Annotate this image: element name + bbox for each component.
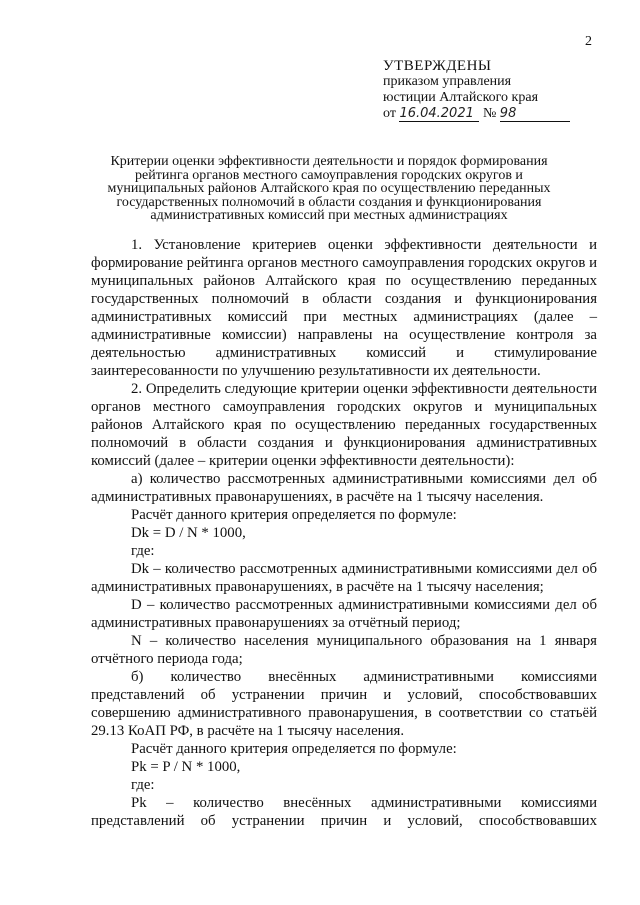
paragraph-1: 1. Установление критериев оценки эффективности деятельности и формирование рейтинга органов местного самоуправления городских округов и муниципальных районов Алтайского края по осуществлению переданных государственных полномочий в области создания и функционирования административных комиссий при местных администрациях (далее – административные комиссии) направлены на осуществление контроля за деятельностью административных комиссий и стимулирование заинтересованности по улучшению результативности их деятельности. [91, 237, 597, 379]
formula-pk: Pk = P / N * 1000, [131, 759, 241, 775]
criterion-a: а) количество рассмотренных административными комиссиями дел об административных правонарушениях, в расчёте на 1 тысячу населения. [91, 471, 597, 505]
where-1: где: [131, 543, 155, 559]
number-prefix: № [482, 106, 497, 121]
definition-d: D – количество рассмотренных административными комиссиями дел об административных правонарушениях за отчётный период; [91, 597, 597, 631]
handwritten-number: 98 [500, 107, 570, 122]
paragraph-2: 2. Определить следующие критерии оценки эффективности деятельности органов местного самоуправления городских округов и муниципальных районов Алтайского края по осуществлению переданных государственных полномочий в области создания и функционирования административных комиссий (далее – критерии оценки эффективности деятельности): [91, 381, 597, 469]
document-body [91, 236, 597, 830]
handwritten-date: 16.04.2021 [399, 107, 479, 122]
document-title: Критерии оценки эффективности деятельности и порядок формирования рейтинга органов местного самоуправления городских округов и муниципальных районов Алтайского края по осуществлению переданных государственных полномочий в области создания и функционирования административных комиссий при местных администрациях [107, 154, 551, 223]
approval-stamp [383, 58, 570, 122]
date-prefix: от [383, 106, 396, 121]
definition-pk: Pk – количество внесённых административными комиссиями представлений об устранении причин и условий, способствовавших [91, 795, 597, 829]
criterion-b: б) количество внесённых административными комиссиями представлений об устранении причин и условий, способствовавших совершению административного правонарушения, в соответствии со статьёй 29.13 КоАП РФ, в расчёте на 1 тысячу населения. [91, 669, 597, 739]
approval-heading: УТВЕРЖДЕНЫ [383, 58, 492, 74]
page-number: 2 [585, 34, 592, 49]
formula-intro-1: Расчёт данного критерия определяется по формуле: [131, 507, 457, 523]
definition-dk: Dk – количество рассмотренных административными комиссиями дел об административных правонарушениях, в расчёте на 1 тысячу населения; [91, 561, 597, 595]
definition-n: N – количество населения муниципального образования на 1 января отчётного периода года; [91, 633, 597, 667]
approval-date-line [383, 106, 570, 122]
formula-dk: Dk = D / N * 1000, [131, 525, 246, 541]
approval-line-1: приказом управления [383, 74, 512, 89]
where-2: где: [131, 777, 155, 793]
formula-intro-2: Расчёт данного критерия определяется по формуле: [131, 741, 457, 757]
approval-line-2: юстиции Алтайского края [383, 90, 539, 105]
